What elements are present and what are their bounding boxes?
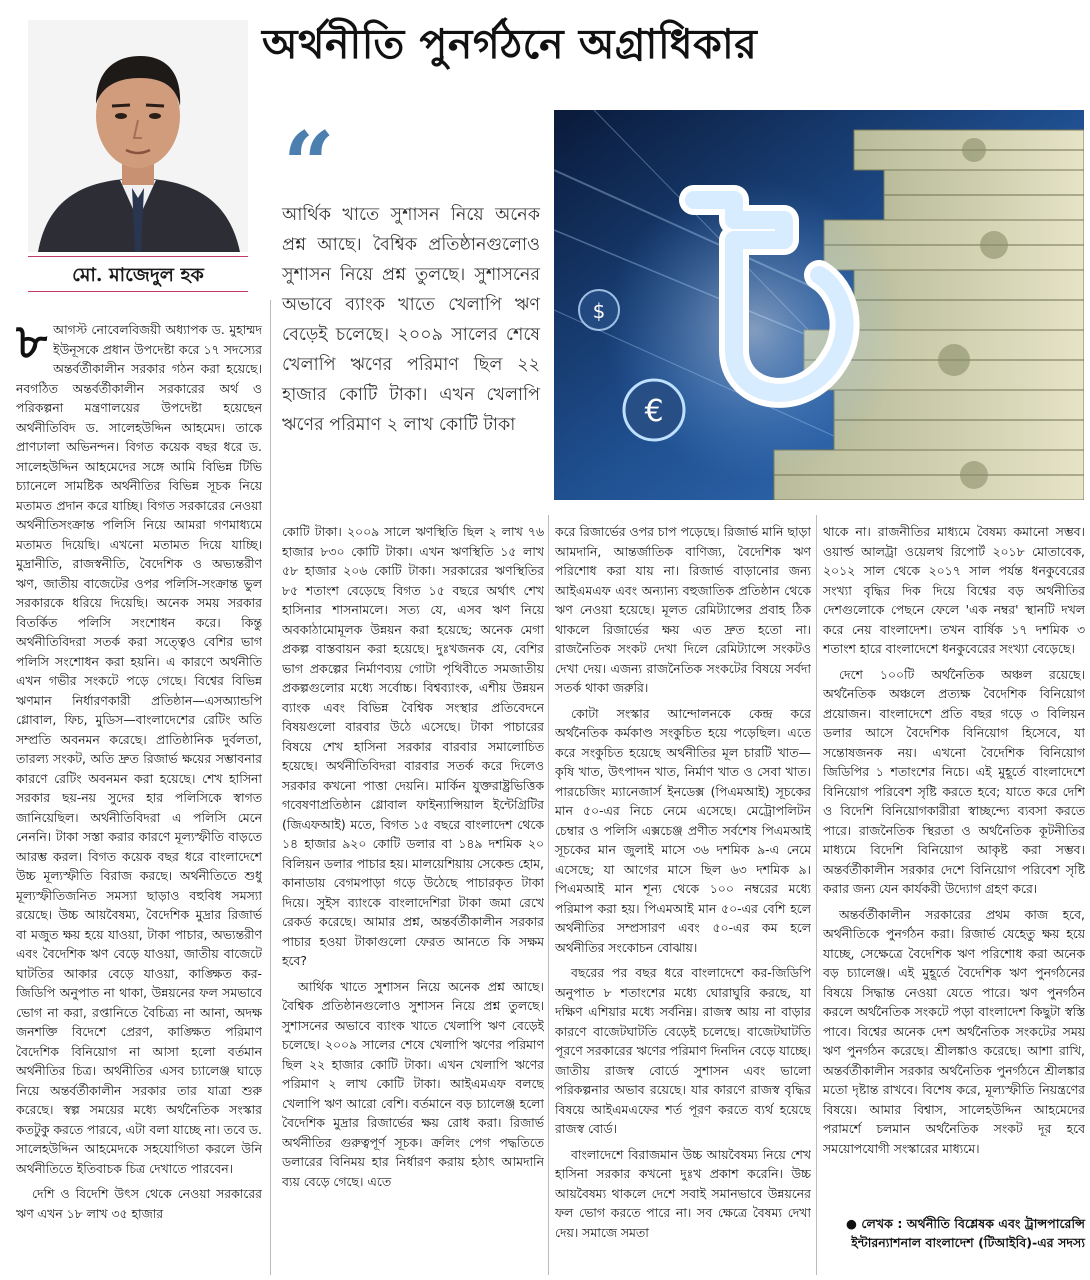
paragraph: কোটি টাকা। ২০০৯ সালে ঋণস্থিতি ছিল ২ লাখ ৭৬ হাজার ৮৩০ কোটি টাকা। এখন ঋণস্থিতি ১৫ লাখ ৫৮ হাজার ২০৬ কোটি টাকা। সরকারের ঋণস্থিতির ৮৫ শতাংশ বেড়েছে বিগত ১৫ বছরে অর্থাৎ শেখ হাসিনার শাসনামলে। সত্য যে, এসব ঋণ নিয়ে অবকাঠামোমূলক উন্নয়ন করা হয়েছে; অনেক মেগা প্রকল্প বাস্তবায়ন করা হয়েছে। দুঃখজনক যে, বেশির ভাগ প্রকল্পের নির্মাণব্যয় গোটা পৃথিবীতে সমজাতীয় প্রকল্পগুলোর মধ্যে সর্বোচ্চ। বিশ্বব্যাংক, এশীয় উন্নয়ন ব্যাংক এবং বিভিন্ন বৈশ্বিক সংস্থার প্রতিবেদনে বিষয়গুলো বারবার উঠে এসেছে। টাকা পাচারের বিষয়ে শেখ হাসিনা সরকার বারবার সমালোচিত হয়েছে। অর্থনীতিবিদরা বারবার সতর্ক করে দিলেও সরকার কখনো পাত্তা দেয়নি। মার্কিন যুক্তরাষ্ট্রভিত্তিক গবেষণাপ্রতিষ্ঠান গ্লোবাল ফাইন্যান্সিয়াল ইন্টেগ্রিটির (জিএফআই) মতে, বিগত ১৫ বছরে বাংলাদেশ থেকে ১৪ হাজার ৯২০ কোটি ডলার বা ১৪৯ দশমিক ২০ বিলিয়ন ডলার পাচার হয়। মালয়েশিয়ায় সেকেন্ড হোম, কানাডায় বেগমপাড়া গড়ে উঠেছে পাচারকৃত টাকা দিয়ে। সুইস ব্যাংকে বাংলাদেশিরা টাকা জমা রেখে রেকর্ড করেছে। আমার প্রশ্ন, অন্তর্বর্তীকালীন সরকার পাচার হওয়া টাকাগুলো ফেরত আনতে কি সক্ষম হবে? — [282, 524, 544, 968]
author-photo — [28, 20, 248, 252]
article-column-3 — [555, 522, 811, 1275]
article-column-4 — [823, 522, 1085, 1242]
paragraph: কোটা সংস্কার আন্দোলনকে কেন্দ্র করে অর্থনৈতিক কর্মকাণ্ড সংকুচিত হয়ে পড়েছিল। এতে করে সংকুচিত হয়েছে অর্থনীতির মূল চারটি খাত—কৃষি খাত, উৎপাদন খাত, নির্মাণ খাত ও সেবা খাত। পারচেজিং ম্যানেজার্স ইনডেক্স (পিএমআই) সূচকের মান ৫০-এর নিচে নেমে এসেছে। মেট্রোপলিটন চেম্বার ও পলিসি এক্সচেঞ্জ প্রণীত সর্বশেষ পিএমআই সূচকের মান জুলাই মাসে ৩৬ দশমিক ৯-এ নেমে এসেছে; যা আগের মাসে ছিল ৬৩ দশমিক ৯। পিএমআই মান শূন্য থেকে ১০০ নম্বরের মধ্যে পরিমাপ করা হয়। পিএমআই মান ৫০-এর বেশি হলে অর্থনীতির সম্প্রসারণ এবং ৫০-এর কম হলে অর্থনীতির সংকোচন বোঝায়। — [555, 705, 811, 955]
paragraph — [16, 320, 262, 1178]
author-credit: ● লেখক : অর্থনীতি বিশ্লেষক এবং ট্রান্সপারেন্সি ইন্টারন্যাশনাল বাংলাদেশ (টিআইবি)-এর সদস্য — [846, 1216, 1085, 1250]
paragraph: থাকে না। রাজনীতির মাধ্যমে বৈষম্য কমানো সম্ভব। ওয়ার্ল্ড আলট্রা ওয়েলথ রিপোর্ট ২০১৮ মোতাবেক, ২০১২ সাল থেকে ২০১৭ সাল পর্যন্ত ধনকুবেরের সংখ্যা বৃদ্ধির দিক দিয়ে বিশ্বের বড় অর্থনীতির দেশগুলোকে পেছনে ফেলে 'এক নম্বর' স্থানটি দখল করে নেয় বাংলাদেশ। তখন বার্ষিক ১৭ দশমিক ৩ শতাংশ হারে বাংলাদেশে ধনকুবেরের সংখ্যা বেড়েছে। — [823, 524, 1085, 656]
article-column-1 — [16, 320, 262, 1275]
paragraph: দেশে ১০০টি অর্থনৈতিক অঞ্চল রয়েছে। অর্থনৈতিক অঞ্চলে প্রত্যক্ষ বৈদেশিক বিনিয়োগ প্রয়োজন। বাংলাদেশে প্রতি বছর গড়ে ৩ বিলিয়ন ডলার আসে বৈদেশিক বিনিয়োগ হিসেবে, যা সন্তোষজনক নয়। এখনো বৈদেশিক বিনিয়োগ জিডিপির ১ শতাংশের নিচে। এই মুহূর্তে বাংলাদেশে বিনিয়োগ পরিবেশ সৃষ্টি করতে হবে; যাতে করে দেশি ও বিদেশি বিনিয়োগকারীরা স্বাচ্ছন্দ্যে ব্যবসা করতে পারে। রাজনৈতিক স্থিরতা ও অর্থনৈতিক কূটনীতির মাধ্যমে বিদেশি বিনিয়োগ আকৃষ্ট করা সম্ভব। অন্তর্বর্তীকালীন সরকার দেশে বিনিয়োগ পরিবেশ সৃষ্টি করার জন্য যেন কার্যকরী উদ্যোগ গ্রহণ করে। — [823, 666, 1085, 896]
svg-text:€: € — [644, 394, 664, 429]
paragraph: আর্থিক খাতে সুশাসন নিয়ে অনেক প্রশ্ন আছে। বৈশ্বিক প্রতিষ্ঠানগুলোও সুশাসন নিয়ে প্রশ্ন তুলছে। সুশাসনের অভাবে ব্যাংক খাতে খেলাপি ঋণ বেড়েই চলেছে। ২০০৯ সালের শেষে খেলাপি ঋণের পরিমাণ ছিল ২২ হাজার কোটি টাকা। এখন খেলাপি ঋণের পরিমাণ ২ লাখ কোটি টাকা। আইএমএফ বলছে খেলাপি ঋণ আরো বেশি। বর্তমানে বড় চ্যালেঞ্জ হলো বৈদেশিক মুদ্রার রিজার্ভের ক্ষয় রোধ করা। রিজার্ভ অর্থনীতির গুরুত্বপূর্ণ সূচক। ক্রলিং পেগ পদ্ধতিতে ডলারের বিনিময় হার নির্ধারণ করায় হঠাৎ আমদানি ব্যয় বেড়ে গেছে। এতে — [282, 978, 544, 1189]
column-divider — [270, 300, 271, 1275]
svg-text:$: $ — [592, 299, 606, 323]
column-divider — [816, 515, 817, 1275]
paragraph: বাংলাদেশে বিরাজমান উচ্চ আয়বৈষম্য নিয়ে শেখ হাসিনা সরকার কখনো দুঃখ প্রকাশ করেনি। উচ্চ আয়বৈষম্য থাকলে দেশে সবাই সমানভাবে উন্নয়নের ফল ভোগ করতে পারে না। সব ক্ষেত্রে বৈষম্য দেখা দেয়। সমাজে সমতা — [555, 1146, 811, 1240]
hero-image — [554, 110, 1084, 500]
article-column-2 — [282, 522, 544, 1275]
paragraph: বছরের পর বছর ধরে বাংলাদেশে কর-জিডিপি অনুপাত ৮ শতাংশের মধ্যে ঘোরাঘুরি করছে, যা দক্ষিণ এশিয়ার মধ্যে সর্বনিম্ন। রাজস্ব আয় না বাড়ার কারণে বাজেটঘাটতি বেড়েই চলেছে। বাজেটঘাটতি পূরণে সরকারের ঋণের পরিমাণ দিনদিন বেড়ে যাচ্ছে। জাতীয় রাজস্ব বোর্ডে সুশাসন এবং ভালো পরিকল্পনার অভাব রয়েছে। যার কারণে রাজস্ব বৃদ্ধির বিষয়ে আইএমএফের শর্ত পূরণ করতে ব্যর্থ হয়েছে রাজস্ব বোর্ড। — [555, 965, 811, 1136]
paragraph: করে রিজার্ভের ওপর চাপ পড়েছে। রিজার্ভ মানি ছাড়া আমদানি, আন্তর্জাতিক বাণিজ্য, বৈদেশিক ঋণ পরিশোধ করা যায় না। রিজার্ভ বাড়ানোর জন্য আইএমএফ এবং অন্যান্য বহুজাতিক প্রতিষ্ঠান থেকে ঋণ নেওয়া হয়েছে। মূলত রেমিট্যান্সের প্রবাহ ঠিক থাকলে রিজার্ভের ক্ষয় এত দ্রুত হতো না। রাজনৈতিক সংকট দেখা দিলে রেমিট্যান্সে সংকটও দেখা দেয়। এজন্য রাজনৈতিক সংকটের বিষয়ে সর্বদা সতর্ক থাকা জরুরি। — [555, 524, 811, 695]
column-divider — [548, 515, 549, 1275]
pull-quote: আর্থিক খাতে সুশাসন নিয়ে অনেক প্রশ্ন আছে। বৈশ্বিক প্রতিষ্ঠানগুলোও সুশাসন নিয়ে প্রশ্ন তুলছে। সুশাসনের অভাবে ব্যাংক খাতে খেলাপি ঋণ বেড়েই চলেছে। ২০০৯ সালের শেষে খেলাপি ঋণের পরিমাণ ছিল ২২ হাজার কোটি টাকা। এখন খেলাপি ঋণের পরিমাণ ২ লাখ কোটি টাকা — [282, 205, 540, 435]
paragraph-text: আগস্ট নোবেলবিজয়ী অধ্যাপক ড. মুহাম্মদ ইউনূসকে প্রধান উপদেষ্টা করে ১৭ সদস্যের অন্তর্বর্তীকালীন সরকার গঠন করা হয়েছে। নবগঠিত অন্তর্বর্তীকালীন সরকারের অর্থ ও পরিকল্পনা মন্ত্রণালয়ের উপদেষ্টা হয়েছেন অর্থনীতিবিদ ড. সালেহউদ্দিন আহমেদ। তাকে প্রাণঢালা অভিনন্দন। বিগত কয়েক বছর ধরে ড. সালেহউদ্দিন আহমেদের সঙ্গে আমি বিভিন্ন টিভি চ্যানেলে সামষ্টিক অর্থনীতির বিভিন্ন সূচক নিয়ে মতামত প্রদান করে যাচ্ছি। বিগত সরকারের নেওয়া অর্থনীতিসংক্রান্ত পলিসি নিয়ে আমরা গণমাধ্যমে মতামত দিয়েছি। এখনো মতামত দিয়ে যাচ্ছি। মুদ্রানীতি, রাজস্বনীতি, বৈদেশিক ও অভ্যন্তরীণ ঋণ, জাতীয় বাজেটের ওপর পলিসি-সংক্রান্ত ভুল সরকারকে ধরিয়ে দিয়েছি। অনেক সময় সরকার বিতর্কিত পলিসি সংশোধন করে। কিন্তু অর্থনীতিবিদরা সতর্ক করা সত্ত্বেও বেশির ভাগ পলিসি সংশোধন করা হয়নি। এ কারণে অর্থনীতি এখন গভীর সংকটে পড়ে গেছে। বিশ্বের বিভিন্ন ঋণমান নির্ধারণকারী প্রতিষ্ঠান—এসঅ্যান্ডপি গ্লোবাল, ফিচ, মুডিস—বাংলাদেশের রেটিং অতি সম্প্রতি অবনমন করেছে। প্রাতিষ্ঠানিক দুর্বলতা, তারল্য সংকট, অতি দ্রুত রিজার্ভ ক্ষয়ের সম্ভাবনার কারণে রেটিং অবনমন করা হয়েছে। শেখ হাসিনা সরকার ছয়-নয় সুদের হার পলিসিকে স্বাগত জানিয়েছিল। অর্থনীতিবিদরা এ পলিসি মেনে নেননি। টাকা সস্তা করার কারণে মূল্যস্ফীতি বাড়তে আরম্ভ করল। বিগত কয়েক বছর ধরে বাংলাদেশে উচ্চ মূল্যস্ফীতি বিরাজ করছে। অর্থনীতিতে শুধু মূল্যস্ফীতিজনিত সমস্যা ছাড়াও বহুবিধ সমস্যা রয়েছে। উচ্চ আয়বৈষম্য, বৈদেশিক মুদ্রার রিজার্ভ বা মজুত ক্ষয় হয়ে যাওয়া, টাকা পাচার, অভ্যন্তরীণ এবং বৈদেশিক ঋণ বেড়ে যাওয়া, জাতীয় বাজেটে ঘাটতির আকার বেড়ে যাওয়া, কাঙ্ক্ষিত কর-জিডিপি অনুপাত না থাকা, উন্নয়নের ফল সমভাবে ভোগ না করা, রপ্তানিতে বৈচিত্র্য না আনা, অদক্ষ জনশক্তি বিদেশে প্রেরণ, কাঙ্ক্ষিত পরিমাণ বৈদেশিক বিনিয়োগ না আসা হলো বর্তমান অর্থনীতির চিত্র। অর্থনীতির এসব চ্যালেঞ্জ ঘাড়ে নিয়ে অন্তর্বর্তীকালীন সরকার তার যাত্রা শুরু করেছে। স্বল্প সময়ের মধ্যে অর্থনৈতিক সংস্কার কতটুকু করতে পারবে, এটা বলা যাচ্ছে না। তবে ড. সালেহউদ্দিন আহমেদকে সহযোগিতা করলে উনি অর্থনীতিতে ইতিবাচক চিত্র দেখাতে পারবেন। — [16, 322, 262, 1176]
quote-mark-icon: “ — [283, 112, 335, 218]
paragraph: অন্তর্বর্তীকালীন সরকারের প্রথম কাজ হবে, অর্থনীতিকে পুনর্গঠন করা। রিজার্ভ যেহেতু ক্ষয় হয়ে যাচ্ছে, সেক্ষেত্রে বৈদেশিক ঋণ পরিশোধ করা অনেক বড় চ্যালেঞ্জ। এই মুহূর্তে বৈদেশিক ঋণ পুনর্গঠনের বিষয়ে সিদ্ধান্ত নেওয়া যেতে পারে। ঋণ পুনর্গঠন করলে অর্থনৈতিক সংকটে পড়া বাংলাদেশ কিছুটা স্বস্তি পাবে। বিশ্বের অনেক দেশ অর্থনৈতিক সংকটের সময় ঋণ পুনর্গঠন করেছে। শ্রীলঙ্কাও করেছে। আশা রাখি, অন্তর্বর্তীকালীন সরকার অর্থনৈতিক পুনর্গঠনে শ্রীলঙ্কার মতো দৃষ্টান্ত রাখবে। বিশেষ করে, মূল্যস্ফীতি নিয়ন্ত্রণের বিষয়ে। আমার বিশ্বাস, সালেহউদ্দিন আহমেদের পরামর্শে চলমান অর্থনৈতিক সংকট দূর হবে সময়োপযোগী সংস্কারের মাধ্যমে। — [823, 906, 1085, 1156]
article-headline: অর্থনীতি পুনর্গঠনে অগ্রাধিকার — [262, 20, 758, 68]
drop-cap: ৮ — [16, 320, 48, 370]
author-byline: মো. মাজেদুল হক — [28, 256, 248, 292]
author-portrait-icon — [28, 20, 248, 252]
paragraph: দেশি ও বিদেশি উৎস থেকে নেওয়া সরকারের ঋণ এখন ১৮ লাখ ৩৫ হাজার — [16, 1186, 262, 1221]
